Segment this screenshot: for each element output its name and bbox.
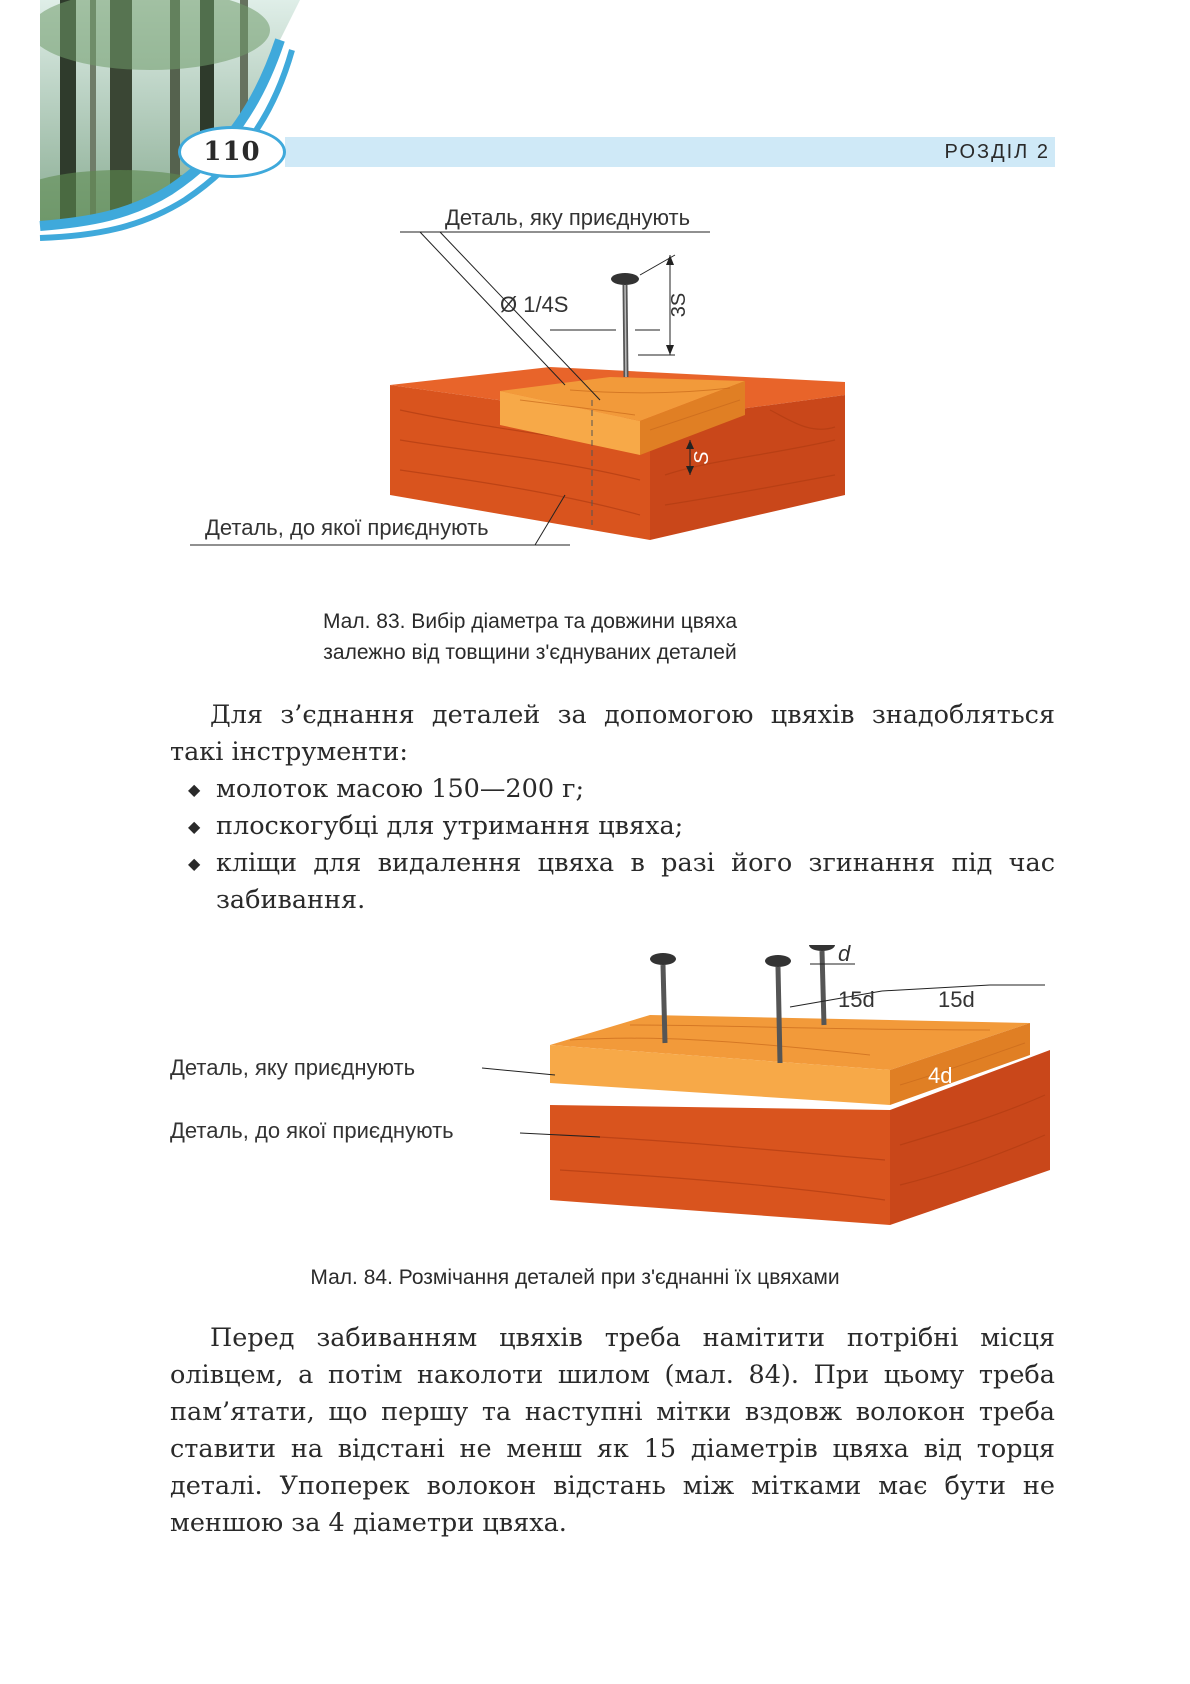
tools-intro: Для з’єднання деталей за допомогою цвяхів знадобляться такі інструменти: [170, 700, 1055, 767]
figure-83-caption-line1: Мал. 83. Вибір діаметра та довжини цвяха [322, 610, 738, 633]
section-label: РОЗДІЛ 2 [944, 141, 1050, 163]
figure-83-caption-line2: залежно від товщини з'єднуваних деталей [323, 641, 737, 664]
marking-paragraph: Перед забиванням цвяхів треба намітити потрібні місця олівцем, а потім наколоти шилом (мал. 84). При цьому треба пам’ятати, що першу та наступні мітки вздовж волокон треба ставити на відстані не менш як 15 діаметрів цвяха від торця деталі. Упоперек волокон відстань між мітками має бути не меншою за 4 діаметри цвяха. [170, 1323, 1055, 1538]
page-number-badge [178, 126, 286, 178]
figure-83-illustration [170, 195, 890, 595]
dimension-4d-label: 4d [928, 1063, 953, 1088]
header-band [285, 137, 1055, 167]
bullet-icon: ◆ [188, 817, 201, 836]
figure-84-illustration [170, 945, 1070, 1235]
tools-list [170, 771, 1055, 919]
label-base-part: Деталь, до якої приєднують [170, 1118, 454, 1143]
list-item: ◆ молоток масою 150—200 г; [170, 771, 1055, 808]
list-item: ◆ плоскогубці для утримання цвяха; [170, 808, 1055, 845]
dimension-thickness-label: S [691, 451, 713, 465]
dimension-length-label: 3S [668, 292, 690, 318]
dimension-15d-a-label: 15d [838, 987, 875, 1012]
label-attached-part: Деталь, яку приєднують [170, 1055, 416, 1080]
dimension-15d-b-label: 15d [938, 987, 975, 1012]
dimension-d-label: d [838, 945, 851, 966]
page-number: 110 [203, 137, 261, 167]
list-item: ◆ кліщи для видалення цвяха в разі його згинання під час забивання. [170, 845, 1055, 919]
label-attached-part: Деталь, яку приєднують [445, 205, 691, 230]
base-board-front [550, 1105, 890, 1225]
tools-section [170, 697, 1055, 919]
figure-84-caption: Мал. 84. Розмічання деталей при з'єднанні їх цвяхами [310, 1266, 840, 1289]
label-base-part: Деталь, до якої приєднують [205, 515, 489, 540]
dimension-diameter-label: Ø 1/4S [500, 292, 569, 317]
bullet-icon: ◆ [188, 780, 201, 799]
figure-83-caption [170, 606, 890, 668]
bullet-icon: ◆ [188, 854, 201, 873]
